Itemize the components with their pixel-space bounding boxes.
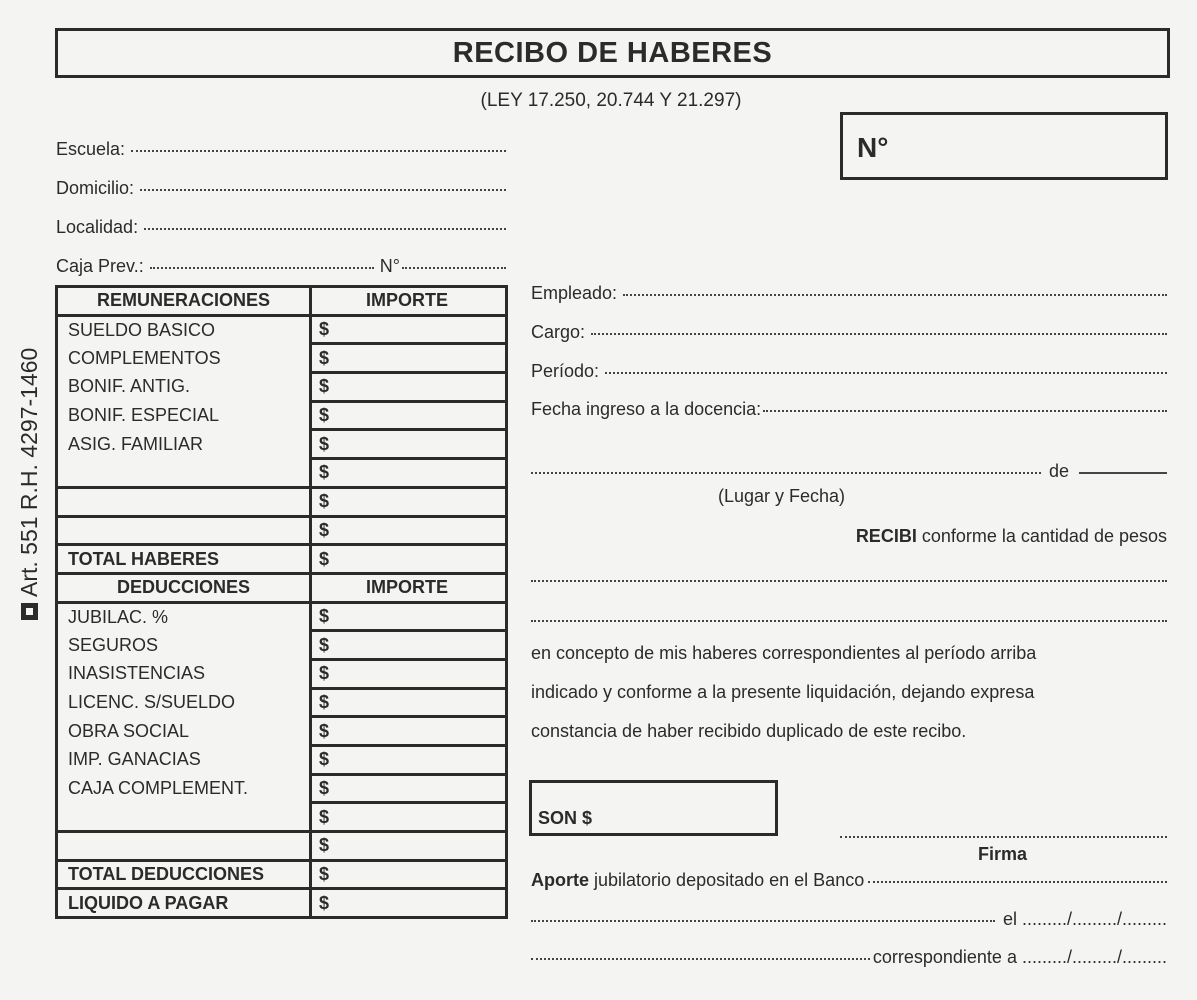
aporte-field[interactable]: [531, 870, 1167, 891]
amount-cell[interactable]: $: [311, 832, 507, 861]
son-label: SON $: [538, 808, 593, 828]
empleado-label: Empleado:: [531, 283, 618, 303]
deducciones-importe-header: IMPORTE: [311, 573, 507, 602]
receipt-number-box[interactable]: [840, 112, 1168, 180]
aporte-text: jubilatorio depositado en el Banco: [594, 870, 865, 890]
receipt-number-label: N°: [857, 132, 889, 163]
concept-blank[interactable]: [57, 516, 311, 545]
deducciones-header-row: [57, 573, 507, 602]
table-row[interactable]: [57, 430, 507, 459]
localidad-line: [144, 228, 506, 230]
banco-line: [868, 881, 1167, 883]
correspondiente-field[interactable]: [531, 947, 1167, 968]
localidad-field[interactable]: [56, 217, 506, 238]
amount-cell[interactable]: $: [311, 516, 507, 545]
correspondiente-text: correspondiente a ........./........./.........: [872, 947, 1167, 967]
son-amount-box[interactable]: [529, 780, 778, 836]
fecha-ingreso-field[interactable]: [531, 399, 1167, 420]
amount-cell[interactable]: $: [311, 373, 507, 402]
liquidation-table: [55, 285, 508, 919]
aporte-line-2: [531, 920, 995, 922]
concept-label: SEGUROS: [57, 631, 311, 660]
total-haberes-amount[interactable]: $: [311, 545, 507, 574]
table-row[interactable]: [57, 746, 507, 775]
concept-label: OBRA SOCIAL: [57, 717, 311, 746]
concept-label: CAJA COMPLEMENT.: [57, 774, 311, 803]
firma-label: Firma: [978, 844, 1028, 864]
table-row[interactable]: [57, 373, 507, 402]
fecha-ingreso-label: Fecha ingreso a la docencia:: [531, 399, 762, 419]
concept-label: [57, 803, 311, 832]
total-haberes-label: TOTAL HABERES: [57, 545, 311, 574]
amount-cell[interactable]: $: [311, 746, 507, 775]
concepto-line-2: indicado y conforme a la presente liquidación, dejando expresa: [531, 682, 1035, 702]
caja-nro-line: [402, 267, 506, 269]
caja-prev-field[interactable]: [56, 256, 506, 277]
concepto-line-3: constancia de haber recibido duplicado de este recibo.: [531, 721, 967, 741]
amount-cell[interactable]: $: [311, 659, 507, 688]
amount-cell[interactable]: $: [311, 774, 507, 803]
amount-cell[interactable]: $: [311, 688, 507, 717]
concept-label: JUBILAC. %: [57, 602, 311, 631]
aporte-el-text: el ........./........./.........: [1002, 909, 1167, 929]
amount-cell[interactable]: $: [311, 344, 507, 373]
lugar-line: [531, 472, 1041, 474]
total-haberes-row[interactable]: [57, 545, 507, 574]
table-row[interactable]: [57, 459, 507, 488]
amount-cell[interactable]: $: [311, 430, 507, 459]
remuneraciones-header-row: [57, 287, 507, 316]
amount-cell[interactable]: $: [311, 602, 507, 631]
liquido-amount[interactable]: $: [311, 889, 507, 918]
lugar-fecha-caption: (Lugar y Fecha): [718, 486, 846, 506]
concepto-line-1: en concepto de mis haberes correspondientes al período arriba: [531, 643, 1037, 663]
amount-cell[interactable]: $: [311, 803, 507, 832]
table-row[interactable]: [57, 487, 507, 516]
caja-prev-label: Caja Prev.:: [56, 256, 144, 276]
side-legal-text: [16, 348, 43, 620]
domicilio-field[interactable]: [56, 178, 506, 199]
cargo-line: [591, 333, 1167, 335]
aporte-fecha-field[interactable]: [531, 909, 1167, 930]
domicilio-line: [140, 189, 506, 191]
side-legal-label: Art. 551 R.H. 4297-1460: [16, 347, 42, 597]
recibi-line: [531, 526, 1167, 547]
amount-cell[interactable]: $: [311, 315, 507, 344]
caja-nro-label: N°: [379, 256, 400, 276]
amount-cell[interactable]: $: [311, 631, 507, 660]
amount-cell[interactable]: $: [311, 401, 507, 430]
amount-words-line-2[interactable]: [531, 620, 1167, 622]
recibi-bold: RECIBI: [855, 526, 917, 546]
table-row[interactable]: [57, 717, 507, 746]
fecha-ingreso-line: [763, 410, 1167, 412]
de-label: de: [1048, 461, 1069, 481]
concept-label: SUELDO BASICO: [57, 315, 311, 344]
law-subtitle: (LEY 17.250, 20.744 Y 21.297): [480, 90, 742, 111]
cargo-label: Cargo:: [531, 322, 586, 342]
remuneraciones-importe-header: IMPORTE: [311, 287, 507, 316]
periodo-field[interactable]: [531, 361, 1167, 382]
concept-label: ASIG. FAMILIAR: [57, 430, 311, 459]
table-row[interactable]: [57, 401, 507, 430]
liquido-row[interactable]: [57, 889, 507, 918]
table-row[interactable]: [57, 659, 507, 688]
table-row[interactable]: [57, 774, 507, 803]
concept-label: BONIF. ANTIG.: [57, 373, 311, 402]
total-deducciones-label: TOTAL DEDUCCIONES: [57, 860, 311, 889]
recibi-text: conforme la cantidad de pesos: [921, 526, 1167, 546]
printer-logo-icon: [21, 603, 38, 620]
concept-label: [57, 459, 311, 488]
total-deducciones-amount[interactable]: $: [311, 860, 507, 889]
empleado-line: [623, 294, 1167, 296]
periodo-label: Período:: [531, 361, 600, 381]
table-row[interactable]: [57, 344, 507, 373]
liquido-label: LIQUIDO A PAGAR: [57, 889, 311, 918]
table-row[interactable]: [57, 315, 507, 344]
table-row[interactable]: [57, 832, 507, 861]
localidad-label: Localidad:: [56, 217, 139, 237]
lugar-fecha-field[interactable]: [531, 461, 1167, 482]
concept-blank[interactable]: [57, 832, 311, 861]
concept-label: BONIF. ESPECIAL: [57, 401, 311, 430]
domicilio-label: Domicilio:: [56, 178, 135, 198]
empleado-field[interactable]: [531, 283, 1167, 304]
amount-cell[interactable]: $: [311, 487, 507, 516]
concept-label: COMPLEMENTOS: [57, 344, 311, 373]
periodo-line: [605, 372, 1167, 374]
amount-cell[interactable]: $: [311, 459, 507, 488]
caja-prev-line: [150, 267, 374, 269]
amount-cell[interactable]: $: [311, 717, 507, 746]
cargo-field[interactable]: [531, 322, 1167, 343]
table-row[interactable]: [57, 803, 507, 832]
escuela-field[interactable]: [56, 139, 506, 160]
total-deducciones-row[interactable]: [57, 860, 507, 889]
table-row[interactable]: [57, 688, 507, 717]
concept-blank[interactable]: [57, 487, 311, 516]
concept-label: LICENC. S/SUELDO: [57, 688, 311, 717]
table-row[interactable]: [57, 631, 507, 660]
remuneraciones-header: REMUNERACIONES: [57, 287, 311, 316]
signature-line[interactable]: [840, 836, 1167, 838]
concept-label: INASISTENCIAS: [57, 659, 311, 688]
amount-words-line-1[interactable]: [531, 580, 1167, 582]
table-row[interactable]: [57, 516, 507, 545]
concept-label: IMP. GANACIAS: [57, 746, 311, 775]
receipt-title: RECIBO DE HABERES: [55, 28, 1170, 78]
escuela-label: Escuela:: [56, 139, 126, 159]
aporte-bold: Aporte: [531, 870, 589, 890]
table-row[interactable]: [57, 602, 507, 631]
aporte-line-3: [531, 958, 870, 960]
deducciones-header: DEDUCCIONES: [57, 573, 311, 602]
escuela-line: [131, 150, 506, 152]
year-line: [1079, 472, 1167, 474]
